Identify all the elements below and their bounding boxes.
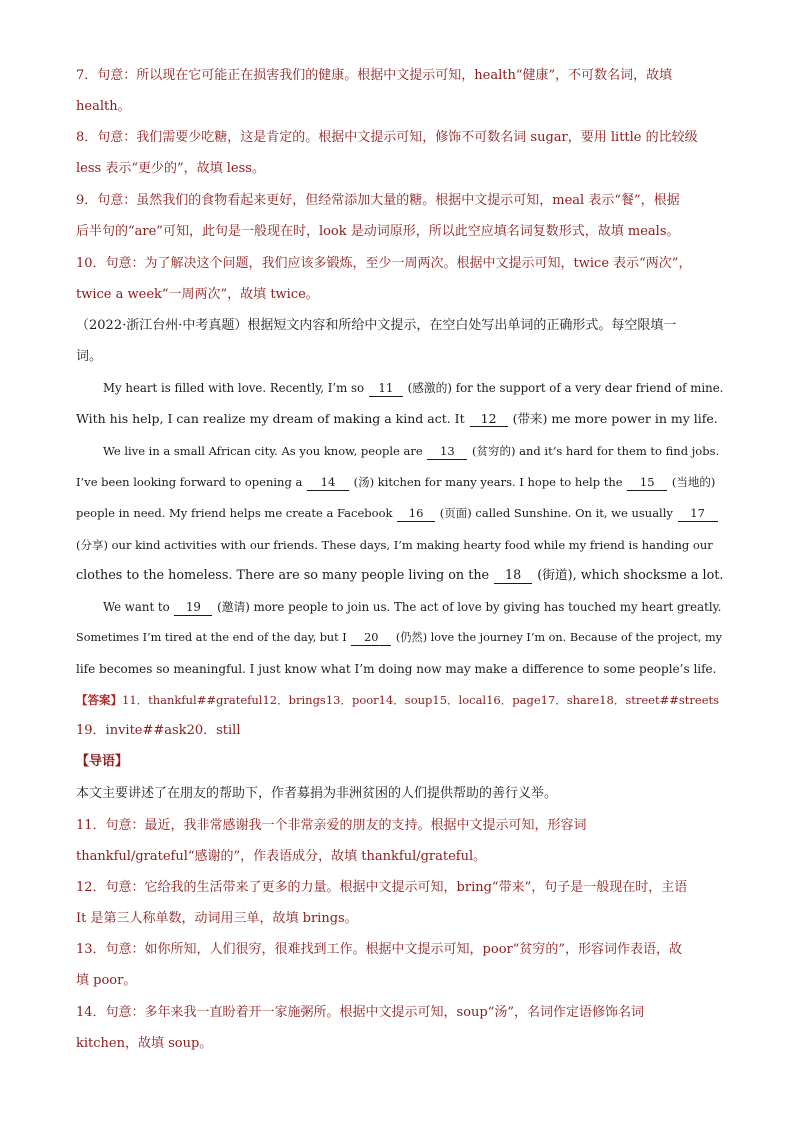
explanation-12-cont: It 是第三人称单数，动词用三单，故填 brings。 <box>76 911 358 926</box>
explanation-14 <box>76 1003 644 1023</box>
passage-line <box>76 409 718 429</box>
answer-label: 【答案】 <box>76 693 122 707</box>
explanation-number: 12．句意： <box>76 880 145 895</box>
passage-text: people in need. My friend helps me create a Facebook <box>76 506 397 520</box>
explanation-9 <box>76 191 680 211</box>
explanation-10-cont: twice a week“一周两次”，故填 twice。 <box>76 287 319 302</box>
blank-20: 20 <box>351 630 391 646</box>
explanation-8-cont: less 表示“更少的”，故填 less。 <box>76 161 265 176</box>
explanation-number: 10．句意： <box>76 256 145 271</box>
explanation-number: 8．句意： <box>76 130 137 145</box>
explanation-number: 13．句意： <box>76 942 145 957</box>
passage-text: (页面) called Sunshine. On it, we usually <box>436 506 677 520</box>
explanation-text: 我们需要少吃糖，这是肯定的。根据中文提示可知，修饰不可数名词 sugar，要用 little 的比较级 <box>136 130 698 145</box>
blank-18: 18 <box>494 568 532 584</box>
explanation-number: 14．句意： <box>76 1005 145 1020</box>
guide-label <box>76 752 128 772</box>
passage-text: (仍然) love the journey I’m on. Because of the project, my <box>392 631 723 644</box>
answer-line <box>76 690 719 710</box>
passage-line <box>103 441 719 461</box>
passage-text: (当地的) <box>668 475 716 489</box>
explanation-number: 11．句意： <box>76 818 145 833</box>
explanation-text: 最近，我非常感谢我一个非常亲爱的朋友的支持。根据中文提示可知，形容词 <box>144 818 587 833</box>
guide-label-text: 【导语】 <box>76 754 129 769</box>
explanation-8 <box>76 128 698 148</box>
passage-line <box>103 378 723 398</box>
explanation-number: 7．句意： <box>76 68 137 83</box>
blank-16: 16 <box>397 506 435 522</box>
explanation-11-cont: thankful/grateful“感谢的”，作表语成分，故填 thankful/grateful。 <box>76 849 487 864</box>
explanation-text: 虽然我们的食物看起来更好，但经常添加大量的糖。根据中文提示可知，meal 表示“餐”，根据 <box>136 193 680 208</box>
explanation-10 <box>76 254 691 274</box>
blank-11: 11 <box>369 381 403 397</box>
instruction-line: 词。 <box>76 349 103 364</box>
passage-text: (贫穷的) and it’s hard for them to find jobs. <box>468 444 720 458</box>
passage-text: (带来) me more power in my life. <box>508 411 718 426</box>
explanation-9-cont: 后半句的“are”可知，此句是一般现在时，look 是动词原形，所以此空应填名词复数形式，故填 meals。 <box>76 224 680 239</box>
passage-text: (邀请) more people to join us. The act of love by giving has touched my heart greatly. <box>213 600 722 614</box>
passage-text: With his help, I can realize my dream of making a kind act. It <box>76 411 469 426</box>
answer-text: 11．thankful##grateful12．brings13．poor14．soup15．local16．page17．share18．street##streets <box>122 693 720 707</box>
passage-line: life becomes so meaningful. I just know what I’m doing now may make a difference to some people’s life. <box>76 662 717 676</box>
blank-12: 12 <box>470 411 508 427</box>
passage-text: My heart is filled with love. Recently, I’m so <box>103 381 368 395</box>
explanation-text: 所以现在它可能正在损害我们的健康。根据中文提示可知，health“健康”，不可数名词，故填 <box>136 68 673 83</box>
passage-line <box>76 503 719 523</box>
blank-17: 17 <box>678 506 718 522</box>
explanation-13-cont: 填 poor。 <box>76 973 137 988</box>
passage-text: I’ve been looking forward to opening a <box>76 475 306 489</box>
explanation-12 <box>76 878 687 898</box>
passage-text: (街道), which shocksme a lot. <box>533 568 724 583</box>
blank-14: 14 <box>307 475 349 491</box>
passage-text: Sometimes I’m tired at the end of the day, but I <box>76 631 351 644</box>
explanation-14-cont: kitchen，故填 soup。 <box>76 1036 213 1051</box>
explanation-number: 9．句意： <box>76 193 137 208</box>
passage-line <box>76 472 715 492</box>
explanation-text: 为了解决这个问题，我们应该多锻炼，至少一周两次。根据中文提示可知，twice 表示“两次”， <box>144 256 692 271</box>
passage-text: clothes to the homeless. There are so many people living on the <box>76 568 494 583</box>
passage-text: We live in a small African city. As you know, people are <box>103 444 427 458</box>
passage-text: (感激的) for the support of a very dear friend of mine. <box>403 381 724 395</box>
blank-13: 13 <box>427 444 467 460</box>
blank-19: 19 <box>174 600 212 616</box>
explanation-text: 它给我的生活带来了更多的力量。根据中文提示可知，bring“带来”，句子是一般现在时，主语 <box>144 880 688 895</box>
explanation-7-cont: health。 <box>76 99 131 114</box>
instruction-line: （2022·浙江台州·中考真题）根据短文内容和所给中文提示，在空白处写出单词的正确形式。每空限填一 <box>76 318 677 333</box>
explanation-7 <box>76 66 672 86</box>
explanation-11 <box>76 816 587 836</box>
passage-line: (分享) our kind activities with our friends. These days, I’m making hearty food while my friend is handing our <box>76 538 713 552</box>
explanation-13 <box>76 940 682 960</box>
guide-text: 本文主要讲述了在朋友的帮助下，作者募捐为非洲贫困的人们提供帮助的善行义举。 <box>76 786 558 801</box>
passage-text: We want to <box>103 600 174 614</box>
passage-line <box>103 597 721 617</box>
passage-text: (汤) kitchen for many years. I hope to help the <box>350 475 627 489</box>
blank-15: 15 <box>627 475 667 491</box>
passage-line <box>76 628 722 648</box>
explanation-text: 如你所知，人们很穷，很难找到工作。根据中文提示可知，poor“贫穷的”，形容词作表语，故 <box>144 942 683 957</box>
answer-line: 19．invite##ask20．still <box>76 723 241 738</box>
explanation-text: 多年来我一直盼着开一家施粥所。根据中文提示可知，soup“汤”，名词作定语修饰名词 <box>144 1005 645 1020</box>
passage-line <box>76 566 723 586</box>
